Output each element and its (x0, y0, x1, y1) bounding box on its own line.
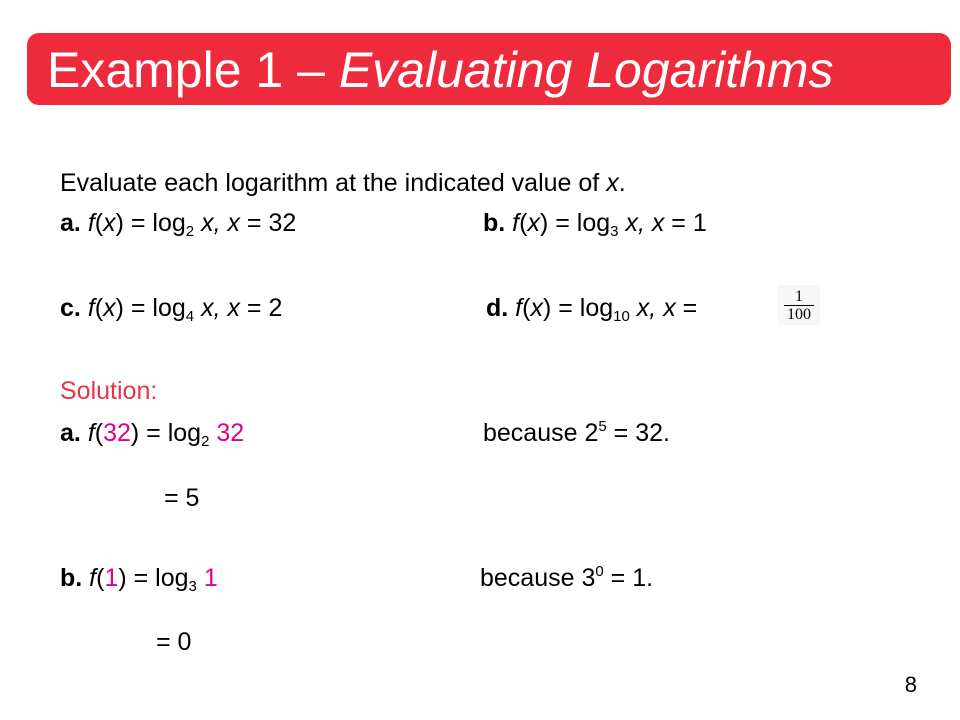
slide-title: Example 1 – Evaluating Logarithms (47, 42, 834, 98)
solution-heading: Solution: (60, 377, 158, 405)
intro-text: Evaluate each logarithm at the indicated value of x. (60, 169, 626, 197)
solution-b: b. $f(1) = \log_3 1$ (60, 564, 218, 595)
title-banner (27, 33, 951, 105)
solution-b-result: = 0 (156, 628, 192, 656)
problem-b: b. $f(x) = \log_3 x$, x = 1 (483, 209, 707, 240)
fraction-image (778, 285, 820, 325)
problem-c: c. $f(x) = \log_4 x$, x = 2 (60, 294, 283, 325)
fraction-one-hundredth: 1 100 (784, 289, 814, 322)
solution-a-reason: because $2^5 = 32$. (483, 418, 670, 447)
solution-a-result: = 5 (164, 484, 200, 512)
solution-a: a. $f(32) = \log_2 32$ (60, 419, 245, 450)
page-number: 8 (904, 672, 917, 697)
problem-a: a. $f(x) = \log_2 x$, x = 32 (60, 209, 297, 240)
problem-d: d. $f(x) = \log_{10} x$, x = (486, 294, 698, 325)
solution-b-reason: because $3^0 = 1$. (480, 563, 654, 592)
